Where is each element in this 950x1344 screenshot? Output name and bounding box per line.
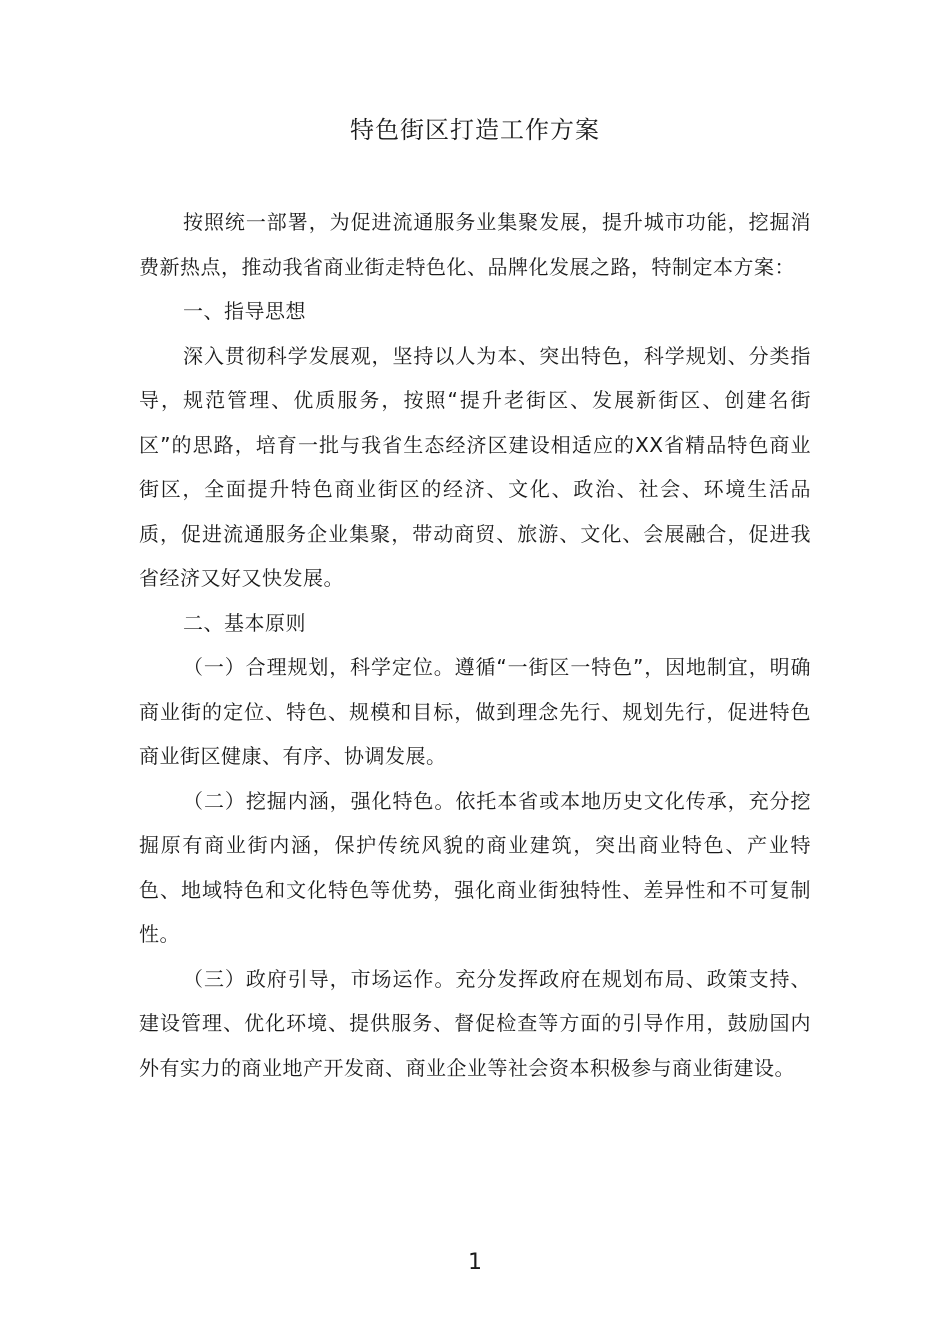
principle-paragraph-1: （一）合理规划，科学定位。遵循“一街区一特色”，因地制宜，明确商业街的定位、特色、规模和目标，做到理念先行、规划先行，促进特色商业街区健康、有序、协调发展。 [139, 655, 811, 768]
guiding-ideology-paragraph: 深入贯彻科学发展观，坚持以人为本、突出特色，科学规划、分类指导，规范管理、优质服务，按照“提升老街区、发展新街区、创建名街区”的思路，培育一批与我省生态经济区建设相适应的XX省精品特色商业街区，全面提升特色商业街区的经济、文化、政治、社会、环境生活品质，促进流通服务企业集聚，带动商贸、旅游、文化、会展融合，促进我省经济又好又快发展。 [139, 343, 811, 590]
document-title: 特色街区打造工作方案 [350, 116, 600, 144]
section-heading-guiding-ideology: 一、指导思想 [183, 299, 306, 323]
page-number: 1 [468, 1250, 482, 1275]
principle-paragraph-3: （三）政府引导，市场运作。充分发挥政府在规划布局、政策支持、建设管理、优化环境、提供服务、督促检查等方面的引导作用，鼓励国内外有实力的商业地产开发商、商业企业等社会资本积极参与商业街建设。 [139, 966, 811, 1080]
document-body [139, 200, 811, 1090]
intro-paragraph: 按照统一部署，为促进流通服务业集聚发展，提升城市功能，挖掘消费新热点，推动我省商业街走特色化、品牌化发展之路，特制定本方案： [139, 210, 811, 279]
principle-paragraph-2: （二）挖掘内涵，强化特色。依托本省或本地历史文化传承，充分挖掘原有商业街内涵，保护传统风貌的商业建筑，突出商业特色、产业特色、地域特色和文化特色等优势，强化商业街独特性、差异性和不可复制性。 [139, 788, 811, 946]
section-heading-basic-principles: 二、基本原则 [183, 610, 306, 635]
